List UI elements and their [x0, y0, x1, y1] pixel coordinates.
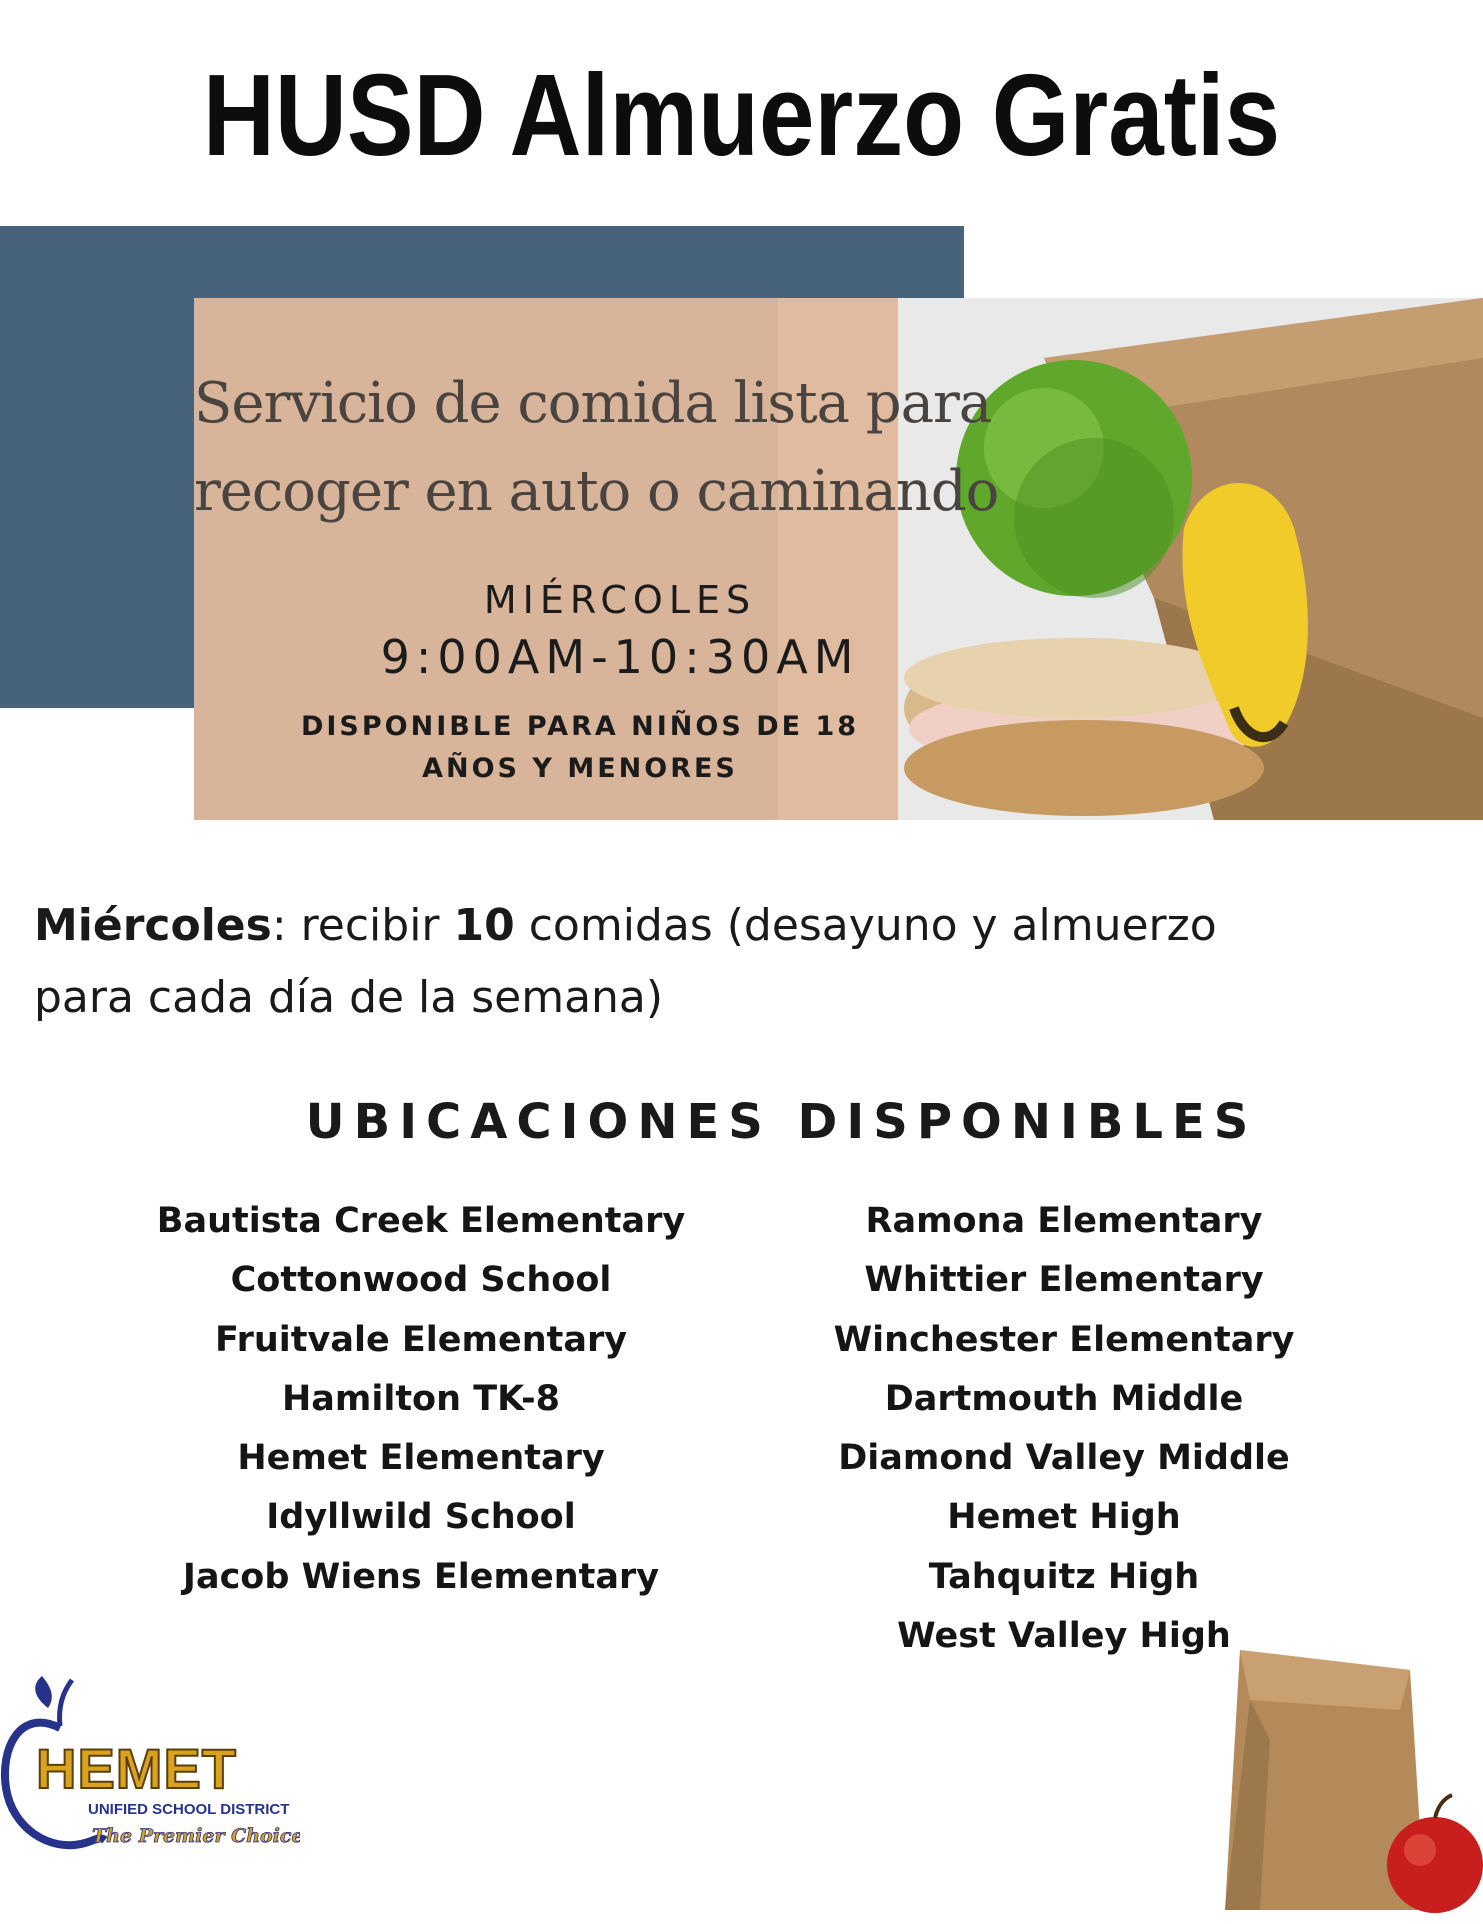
- locations-left-column: [121, 1192, 721, 1607]
- location-item: Hemet Elementary: [237, 1438, 605, 1479]
- location-item: Hemet High: [947, 1497, 1181, 1538]
- eligibility-note: [260, 706, 900, 790]
- logo-tagline: The Premier Choice: [92, 1825, 300, 1847]
- location-item: Idyllwild School: [266, 1497, 576, 1538]
- meals-info: [34, 890, 1414, 1034]
- location-item: Tahquitz High: [928, 1556, 1200, 1597]
- meals-text-b: comidas (desayuno y almuerzo: [514, 900, 1217, 951]
- meals-count: 10: [453, 900, 515, 951]
- location-item: Diamond Valley Middle: [838, 1438, 1290, 1479]
- logo-name: HEMET: [36, 1737, 237, 1800]
- pickup-time: 9:00AM-10:30AM: [380, 630, 860, 684]
- logo-district: UNIFIED SCHOOL DISTRICT: [88, 1801, 290, 1818]
- eligibility-line-2: AÑOS Y MENORES: [422, 753, 738, 784]
- locations-heading: UBICACIONES DISPONIBLES: [305, 1094, 1258, 1150]
- page-title: HUSD Almuerzo Gratis: [202, 50, 1281, 180]
- locations-right-column: [764, 1192, 1364, 1666]
- lunch-bag-image: [1210, 1640, 1483, 1924]
- location-item: Cottonwood School: [230, 1260, 612, 1301]
- location-item: Bautista Creek Elementary: [156, 1201, 686, 1241]
- location-item: Ramona Elementary: [865, 1201, 1263, 1241]
- location-item: Jacob Wiens Elementary: [182, 1556, 660, 1597]
- meals-day: Miércoles: [34, 900, 272, 951]
- eligibility-line-1: DISPONIBLE PARA NIÑOS DE 18: [300, 711, 860, 742]
- meals-line-1: [34, 890, 1414, 962]
- location-item: Whittier Elementary: [864, 1260, 1264, 1301]
- subtitle-line-1: Servicio de comida lista para: [194, 371, 992, 436]
- meals-text-a: : recibir: [271, 900, 454, 951]
- location-item: Hamilton TK-8: [281, 1378, 561, 1419]
- pickup-day: MIÉRCOLES: [483, 578, 757, 622]
- service-subtitle: [194, 360, 1094, 536]
- hemet-usd-logo: [0, 1668, 300, 1862]
- subtitle-line-2: recoger en auto o caminando: [194, 459, 999, 524]
- location-item: Winchester Elementary: [833, 1319, 1295, 1360]
- location-item: West Valley High: [897, 1616, 1231, 1657]
- meals-line-2: para cada día de la semana): [34, 972, 664, 1023]
- location-item: Dartmouth Middle: [884, 1378, 1244, 1419]
- location-item: Fruitvale Elementary: [214, 1319, 628, 1360]
